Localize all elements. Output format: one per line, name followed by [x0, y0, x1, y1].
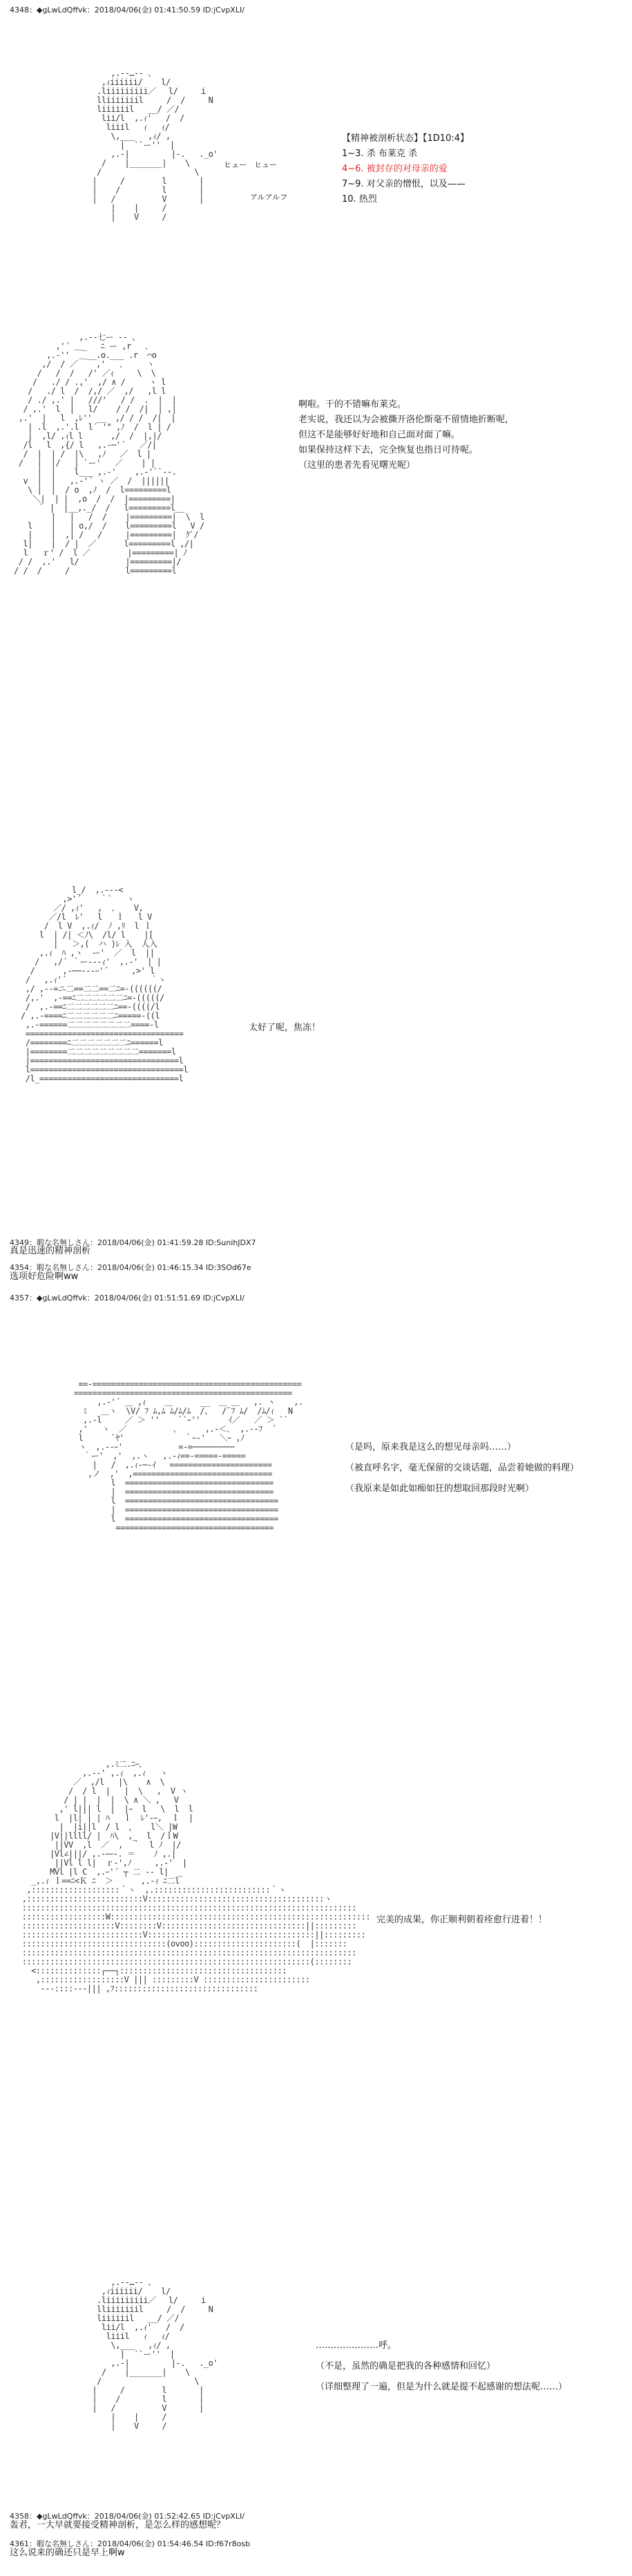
- ascii-art-figure-5: ,.ﾐ二.ﾆｰ､ ,.-‐' ,.ｨ ,.ｨ ヽ ／ ,/l |\ ∧ \ / / l | | \ , V ヽ / | | | | \ ∧ ＼ , V ,' l||| l | |ｰ l \ l l l |l| | | ﾊ ｌ ﾚ'‐ｰ, ｌ | | |i||l / l ， l＼ |W |V||llll/ | ﾊ\ ,_ l /ｌW ||VV ,l ／ , ｀ l ﾉ |/ |Vl∠|||/ ,.-ｰｰ-. ＝ ﾉ ,.| ||Vl l l| ｒ-',ﾉ ,.-' | MVl |l C ,.ｰ'´ ┬ 二 -‐ l| _ _,.ｨ ｌ==ﾆ<Ｋ ﾆ ＞ ,.-ｨ ﾆ二l ,:::::::::::::::::::｀ヽ ,.:::::::::::::::::::::::::｀ヽ ,:::::::::::::::::::::::::V::::::::::::::::::::::::::::::::::::::ヽ :::::::::::::::::::::::::::::::::::::::::::::::::::::::::::::::::::::::: ::::::::::::::::::W:::::::::::::::::::::::::::::::::::::::::::::::::::::::: ::::::::::::::::::::V::::::::V:::::::::::::::::::::::::::::::||::::::::: ::::::::::::::::::::::::::V::::::::::::::::::::::::::::::::::::||::::::::: :::::::::::::::::::::::::::::::(ovoo)::::::::::::::::::::::( |::::::: :::::::::::::::::::::::::::::::::::::::::::::::::::::::::::::::::::::::: ::::::::::::::::::::::::::::::::::::::::::::::::::::::::::::::(:::::::: <::::::::::::::┌──┐:::::::::::::::::::::::::::::::::::: ,::::::::::::::::::V ||| :::::::::V ::::::::::::::::::::::: ---::::---||| ,ﾌ:::::::::::::::::::::::::::::::: [21, 1759, 371, 1993]
- ascii-art-figure-3: l_/ ,.-‐-< ,>'´ ｀` ヽ ／/ ,ｨ' , ､ V, ／/l ﾚ' l ｌ l V / l V ,.ｨ/ ﾉ ,ﾘ l ｌ l | /| ＜ﾉ\ /l/ l |[ | ＞,( ハ )ﾚ 入 人入 ,.ｨ ﾊ ,ヽ ー' ／ l || / ,/´ ｀ー---ｨ' ,.-' | | / ,-──---ｰ'´ ,>' l / ,.ｨ'´ ｀ヽ ,/ ,--=ニ二==二二==二ﾆ=-((((((/ /,.' ,-==ﾆ二二二二二二ﾆ=-(((((/ / ,.-==ﾆ二二二二二二ﾆ==-((((/l / ,.-====ﾆ二二二二二二ﾆ=====-((l ,.-======二二二二二二二二====-l ================================== /========ﾆ二二二二二二二ﾆ======l |========二二二二二二二二二=======l |================================l l=================================l /l_==============================l: [21, 885, 189, 1083]
- post-header-4361: 4361：暇な名無しさん：2018/04/06(金) 01:54:46.54 ID:f67r8osb: [10, 2539, 251, 2548]
- dialogue-block-2: 太好了呢，焦冻！: [249, 1023, 321, 1033]
- post-header-4348: 4348：◆gLwLdQffvk：2018/04/06(金) 01:41:50.59 ID:jCvpXLI/: [10, 6, 245, 15]
- dialogue-line: 如果保持这样下去，完全恢复也指日可待呢。: [298, 445, 479, 455]
- status-option-1: 1~3. 杀 布莱克 杀: [342, 149, 417, 159]
- dialogue-block-5: [316, 2336, 567, 2398]
- sfx-hyu: ヒュー ヒュー: [224, 160, 277, 169]
- dialogue-line: （是吗，原来我是这么的想见母亲吗……）: [345, 1442, 517, 1452]
- post-body-4358: 轰君，一大早就要接受精神剖析，是怎么样的感想呢？: [10, 2520, 226, 2530]
- dialogue-line: …………………呼。: [316, 2340, 397, 2351]
- sfx-aruarufu: アルアルフ: [250, 193, 288, 202]
- dialogue-block-4: 完美的成果，你正顺利朝着痊愈行进着！！: [376, 1915, 548, 1925]
- ascii-art-figure-1: ,.-‐…‐- 、 ,ｨiiiiii/ l/ .liiiiiiiii／ l/ i lliiiiiiil / / N liiiiiil __/ ／/ lii/l ,.ｨ' / / liiil ｨ ｨ/ \,___ ,ｨ/ , | ``ー'' | ,.-| |-. ._o' / |_______| \ / \ | / l | | / l | | / V | | | / | V /: [92, 68, 218, 222]
- ascii-art-figure-4: ==-============================================= =============================================== ,.-'´ ＿ ,ｨ ＿ __ ＿ ＿ ,. ヽ ,. ﾐ ＿ヽ \V/ ﾌ ﾑ,ﾑ ﾑ/ﾑ/ﾑ /、 /¨ﾌ ﾑ/ /ﾑ/ｨ N ,.-l ／ ＞ '' ``ｰ'' ｲ／ ／ ＞ `` ,' ヽ ／ ､ ,.-＜､ ,.-‐ﾌ ´ l `ﾔ' ｀ｰ-' ＼ｰ ,ﾉ ヽ ,.-‐ｰ' =-=───────── ｀ー' ,' ,.ヽ ,.-ｨ==-=====-===== | / ,.ｨ-─-ｲ ====================== ,ノ ,' ,============================== l ================================ | ================================ l ================================= | ================================= l ================================= ==================================: [73, 1379, 303, 1533]
- post-body-4361: 这么说来的确还只是早上啊w: [10, 2548, 125, 2558]
- dialogue-line: 但这不是能够好好地和自己面对面了嘛。: [298, 430, 461, 440]
- status-option-2-selected: 4~6. 被封存的对母亲的爱: [342, 164, 448, 174]
- post-header-4357: 4357：◆gLwLdQffvk：2018/04/06(金) 01:51:51.69 ID:jCvpXLI/: [10, 1294, 245, 1303]
- post-body-4349: 真是迅速的精神剖析: [10, 1246, 91, 1256]
- dialogue-line: （不是，虽然的确是把我的各种感情和回忆）: [316, 2361, 496, 2371]
- dialogue-line: （这里的患者先看见曙光呢）: [298, 460, 416, 471]
- ascii-art-figure-2: ,.-‐七ー ‐- 、 ,'´ ＿_ ﾆ ー ,r ､ ,.-'' ＿__.o.___ .r ⌒o ,/ / ／ ,' ､ ヽ / / / /' ／ｨ \ \ / ./ / .,' ,/ ∧ / ヽ l / ./ l / /,/ ／ ,/ ,l l / ./ ,.' | ///' / / . | | / ,.' l | l/ / / /| | ,| ,.' | l ,ﾚ'' __ ,/ / / /| | | .l ,.'.l l´ '" ,ﾉ / l | / | ,l/ ,ｨl l ,/ / |,|/ /l l ,{/ l ,.-─'´ ／/| / | | / |\ ,ﾉ ／ l | / | |/ | `ー' ／ | | | | l___ ,.-' ,.-'``--. v | | ,.-'´ ヽ ／ / |||||| \ | | / o ,ﾉ / l=========l ＼| | | ,o / / |=========| ｀ | |__,._/ / l=========l__ | | / / |=========| \ l l | | o,/ / l=========l V / | | ,| / / |=========| ｸﾞ/ l| | / | ／ l=========l ,/| l ｒ' / l ／ |=========| ﾉ / / ,.' l/ |=========|/ / / / / l=========l: [14, 332, 204, 576]
- status-heading: 【精神被剖析状态】【1D10:4】: [342, 133, 469, 144]
- dialogue-line: （详细整理了一遍，但是为什么就是提不起感谢的想法呢……）: [316, 2382, 568, 2392]
- dialogue-line: （我原来是如此如痴如狂的想取回那段时光啊）: [345, 1484, 535, 1494]
- post-header-4354: 4354：暇な名無しさん：2018/04/06(金) 01:46:15.34 ID:3SOd67e: [10, 1263, 251, 1272]
- post-header-4358: 4358：◆gLwLdQffvk：2018/04/06(金) 01:52:42.65 ID:jCvpXLI/: [10, 2512, 245, 2521]
- ascii-art-figure-6: ,.-‐…‐- 、 ,ｨiiiiii/ l/ .liiiiiiiii／ l/ i lliiiiiiil / / N liiiiiil __/ ／/ lii/l ,.ｨ' / / liiil ｨ ｨ/ \,___ ,ｨ/ , | ``ー'' | ,.-| |-. ._o' / |_______| \ / \ | / l | | / l | | / V | | | / | V /: [92, 2277, 218, 2431]
- dialogue-block-1: [298, 397, 514, 473]
- dialogue-block-3: [345, 1437, 579, 1499]
- dialogue-line: 啊啦。干的不错嘛布莱克。: [298, 399, 407, 410]
- dialogue-line: （被直呼名字，毫无保留的交谈话题，品尝着她做的料理）: [345, 1463, 580, 1473]
- dialogue-line: 老实说，我还以为会被撕开洛伦斯毫不留情地折断呢，: [298, 415, 515, 425]
- post-header-4349: 4349：暇な名無しさん：2018/04/06(金) 01:41:59.28 ID:SunihJDX7: [10, 1238, 256, 1247]
- status-option-3: 7~9. 对父亲的憎恨，以及——: [342, 179, 466, 189]
- status-block: [342, 131, 469, 207]
- status-option-4: 10. 热烈: [342, 194, 377, 205]
- post-body-4354: 选项好危险啊ww: [10, 1271, 79, 1282]
